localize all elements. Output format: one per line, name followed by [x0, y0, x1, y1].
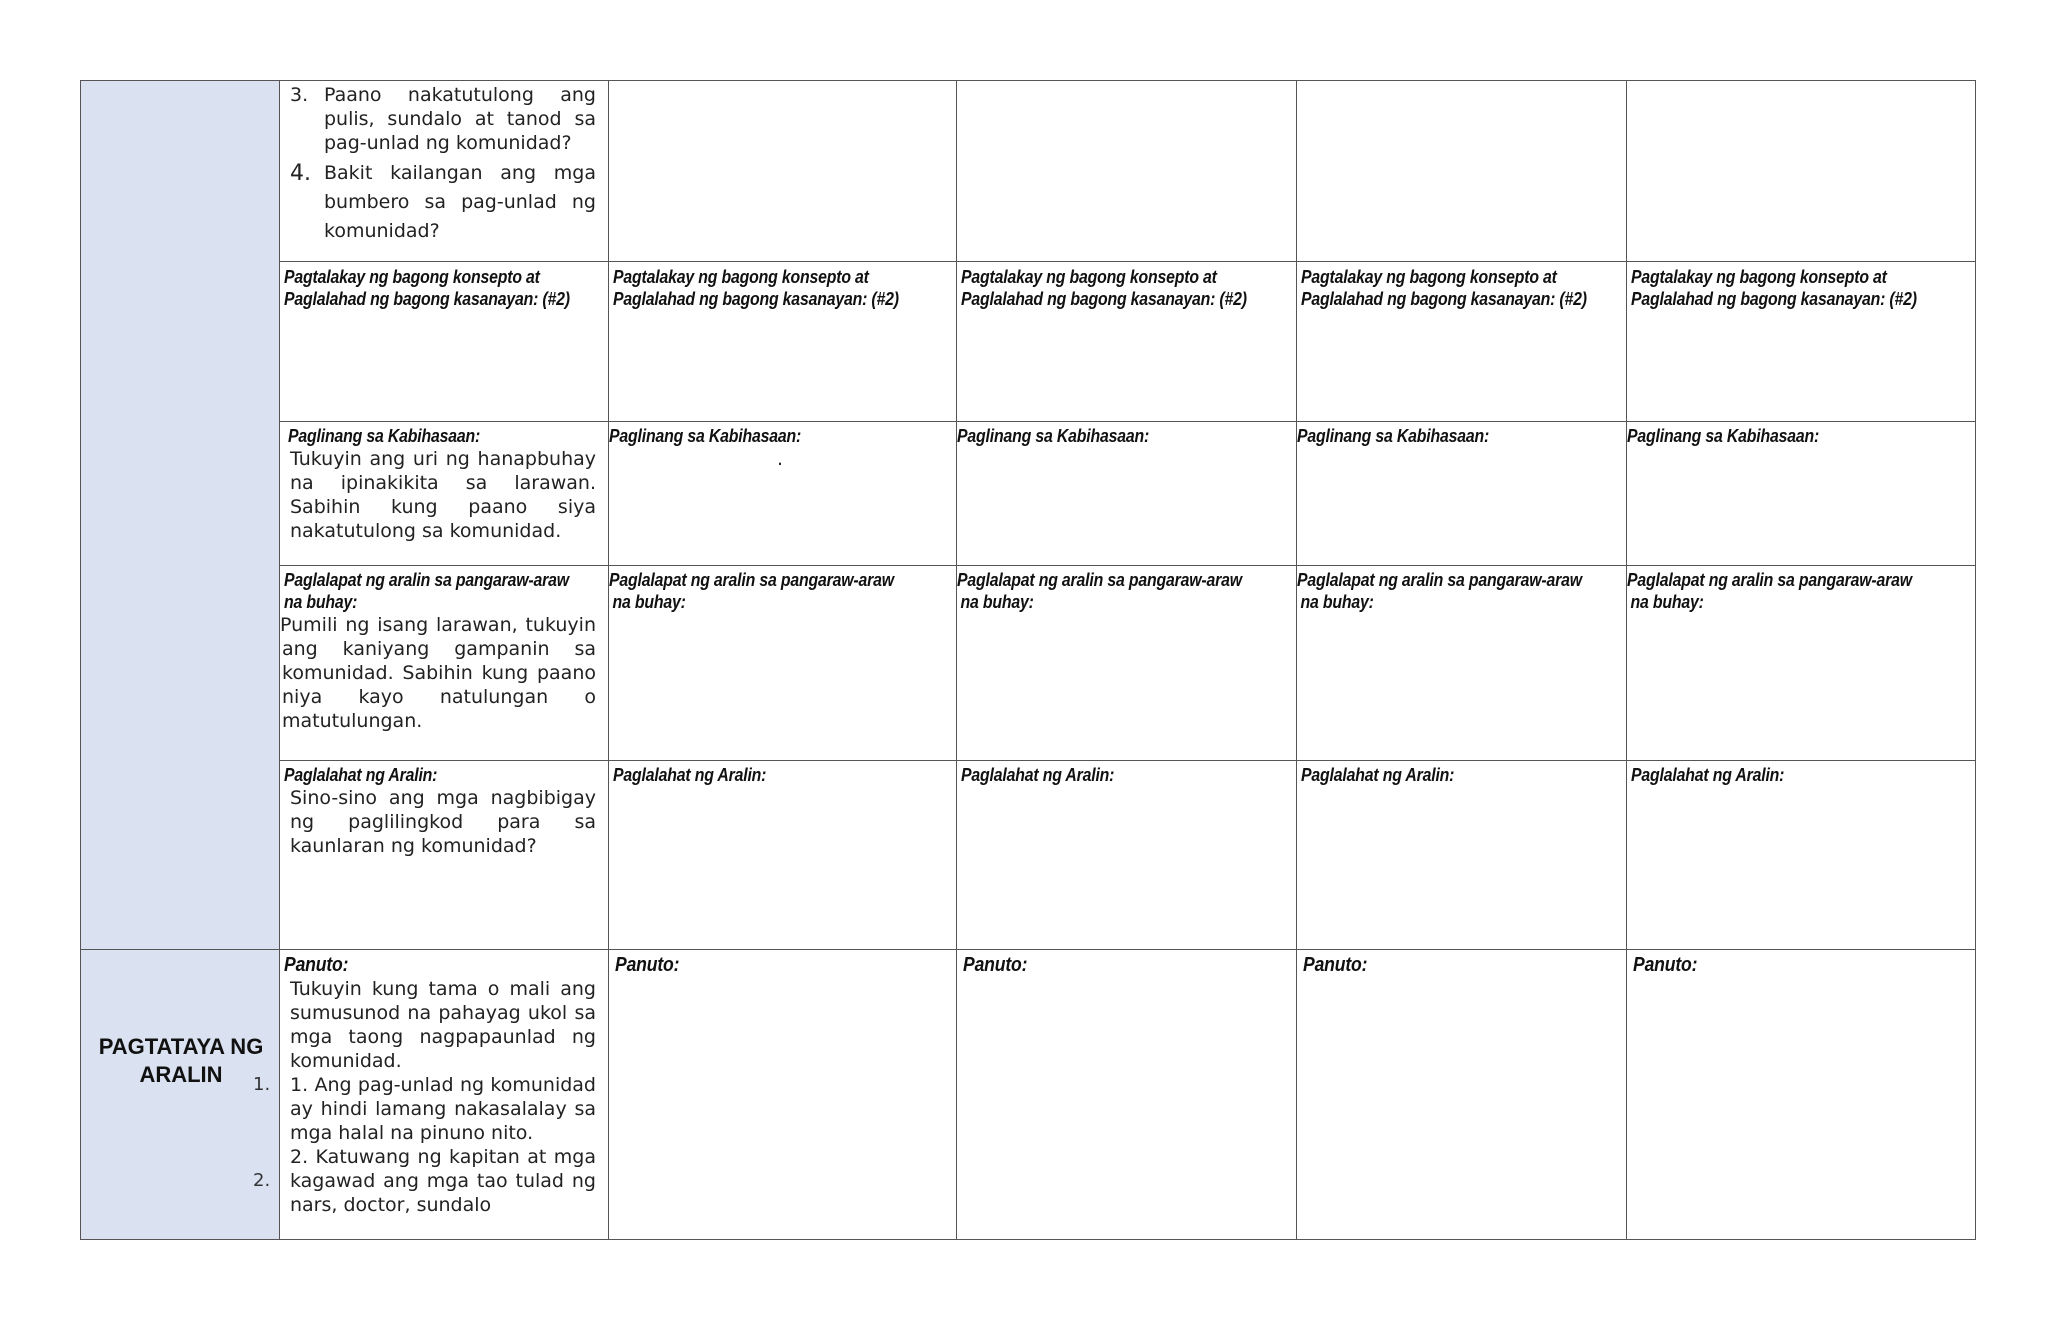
row-paglalapat-col5: [1626, 565, 1976, 761]
pagtataya-item-1: 1. Ang pag-unlad ng komunidad ay hindi lamang nakasalalay sa mga halal na pinuno nito.: [290, 1074, 596, 1144]
pagtalakay-header: [613, 266, 915, 310]
row-paglalapat-col1: [279, 565, 609, 761]
row-pagtataya-col4: [1296, 949, 1627, 1240]
paglalapat-header-line1: Paglalapat ng aralin sa pangaraw-araw: [1297, 570, 1582, 590]
margin-number-2: 2.: [253, 1170, 271, 1191]
row-paglalahat-col5: [1626, 760, 1976, 950]
paglalahat-header: Paglalahat ng Aralin:: [1631, 765, 1785, 785]
row-paglalahat-col2: [608, 760, 957, 950]
paglalapat-header: [284, 569, 569, 613]
row-questions-col3: [956, 80, 1297, 262]
row-paglinang-col3: [956, 421, 1297, 566]
paglalahat-header: Paglalahat ng Aralin:: [613, 765, 767, 785]
pagtalakay-header-line1: Pagtalakay ng bagong konsepto at: [961, 267, 1217, 287]
pagtalakay-header: [284, 266, 569, 310]
paglalapat-header-line2: na buhay:: [1300, 592, 1374, 612]
paglalapat-header-line1: Paglalapat ng aralin sa pangaraw-araw: [609, 570, 894, 590]
row-pagtalakay-col1: [279, 261, 609, 422]
pagtataya-title-line2: ARALIN: [139, 1062, 223, 1087]
paglalapat-header-line2: na buhay:: [1630, 592, 1704, 612]
paglalapat-header: [1627, 569, 1933, 613]
paglinang-header: Paglinang sa Kabihasaan:: [1297, 426, 1490, 446]
pagtalakay-header: [1301, 266, 1587, 310]
pagtalakay-header-line1: Pagtalakay ng bagong konsepto at: [284, 267, 540, 287]
paglalapat-header-line2: na buhay:: [612, 592, 686, 612]
panuto-header: Panuto:: [284, 954, 349, 976]
paglalapat-header-line2: na buhay:: [960, 592, 1034, 612]
panuto-header: Panuto:: [1303, 954, 1368, 976]
row-paglalahat-col3: [956, 760, 1297, 950]
paglinang-header: Paglinang sa Kabihasaan:: [957, 426, 1150, 446]
row-questions-col4: [1296, 80, 1627, 262]
pagtalakay-header-line1: Pagtalakay ng bagong konsepto at: [1631, 267, 1887, 287]
row-pagtalakay-col5: [1626, 261, 1976, 422]
question-4-number: 4.: [290, 161, 311, 186]
panuto-header: Panuto:: [963, 954, 1028, 976]
pagtalakay-header-line2: Paglalahad ng bagong kasanayan: (#2): [1301, 289, 1587, 309]
pagtalakay-header-line1: Pagtalakay ng bagong konsepto at: [1301, 267, 1557, 287]
pagtataya-title: [81, 1033, 280, 1089]
row-pagtataya-col3: [956, 949, 1297, 1240]
paglalapat-header-line1: Paglalapat ng aralin sa pangaraw-araw: [957, 570, 1242, 590]
pagtalakay-header: [1631, 266, 1934, 310]
pagtalakay-header-line2: Paglalahad ng bagong kasanayan: (#2): [1631, 289, 1917, 309]
row-pagtalakay-col2: [608, 261, 957, 422]
row-paglinang-col4: [1296, 421, 1627, 566]
pagtataya-item-2: 2. Katuwang ng kapitan at mga kagawad ang mga tao tulad ng nars, doctor, sundalo: [290, 1146, 596, 1216]
row-pagtataya-col5: [1626, 949, 1976, 1240]
side-column-upper: [80, 80, 280, 950]
paglalahat-body: Sino-sino ang mga nagbibigay ng paglilingkod para sa kaunlaran ng komunidad?: [290, 787, 596, 857]
paglalahat-header: Paglalahat ng Aralin:: [1301, 765, 1455, 785]
margin-number-1: 1.: [253, 1074, 271, 1095]
paglalapat-header-line1: Paglalapat ng aralin sa pangaraw-araw: [1627, 570, 1912, 590]
row-questions-col1: [279, 80, 609, 262]
pagtalakay-header-line2: Paglalahad ng bagong kasanayan: (#2): [961, 289, 1247, 309]
paglalahat-header: Paglalahat ng Aralin:: [961, 765, 1115, 785]
pagtalakay-header-line1: Pagtalakay ng bagong konsepto at: [613, 267, 869, 287]
row-paglalahat-col1: [279, 760, 609, 950]
pagtataya-intro: Tukuyin kung tama o mali ang sumusunod na pahayag ukol sa mga taong nagpapaunlad ng komunidad.: [290, 978, 596, 1072]
panuto-header: Panuto:: [615, 954, 680, 976]
row-questions-col2: [608, 80, 957, 262]
paglinang-header: Paglinang sa Kabihasaan:: [1627, 426, 1820, 446]
paglalapat-header-line1: Paglalapat ng aralin sa pangaraw-araw: [284, 570, 569, 590]
row-pagtataya-col1: [279, 949, 609, 1240]
row-questions-col5: [1626, 80, 1976, 262]
paglinang-header: Paglinang sa Kabihasaan:: [609, 426, 802, 446]
paglinang-body: Tukuyin ang uri ng hanapbuhay na ipinakikita sa larawan. Sabihin kung paano siya nakatutulong sa komunidad.: [290, 448, 596, 542]
row-paglinang-col5: [1626, 421, 1976, 566]
paglalahat-header: Paglalahat ng Aralin:: [284, 765, 438, 785]
row-paglinang-col2: [608, 421, 957, 566]
paglalapat-header: [609, 569, 914, 613]
side-column-pagtataya: [80, 949, 280, 1240]
panuto-header: Panuto:: [1633, 954, 1698, 976]
pagtalakay-header-line2: Paglalahad ng bagong kasanayan: (#2): [613, 289, 899, 309]
question-4-text: Bakit kailangan ang mga bumbero sa pag-unlad ng komunidad?: [324, 162, 596, 242]
pagtataya-title-line1: PAGTATAYA NG: [98, 1034, 264, 1059]
question-4: [280, 159, 596, 246]
pagtalakay-header: [961, 266, 1256, 310]
pagtalakay-header-line2: Paglalahad ng bagong kasanayan: (#2): [284, 289, 570, 309]
question-3: [280, 83, 596, 155]
question-3-text: Paano nakatutulong ang pulis, sundalo at tanod sa pag-unlad ng komunidad?: [324, 84, 596, 154]
row-pagtataya-col2: [608, 949, 957, 1240]
paglinang-header: Paglinang sa Kabihasaan:: [288, 426, 481, 446]
question-3-number: 3.: [290, 84, 309, 106]
row-paglinang-col1: [279, 421, 609, 566]
paglalapat-header: [957, 569, 1255, 613]
paglalapat-header-line2: na buhay:: [284, 592, 358, 612]
paglinang-dot: .: [777, 448, 784, 470]
row-paglalapat-col3: [956, 565, 1297, 761]
row-paglalapat-col2: [608, 565, 957, 761]
row-paglalapat-col4: [1296, 565, 1627, 761]
paglalapat-body: Pumili ng isang larawan, tukuyin ang kaniyang gampanin sa komunidad. Sabihin kung paano niya kayo natulungan o matutulungan.: [280, 614, 596, 732]
row-paglalahat-col4: [1296, 760, 1627, 950]
row-pagtalakay-col4: [1296, 261, 1627, 422]
paglalapat-header: [1297, 569, 1587, 613]
row-pagtalakay-col3: [956, 261, 1297, 422]
